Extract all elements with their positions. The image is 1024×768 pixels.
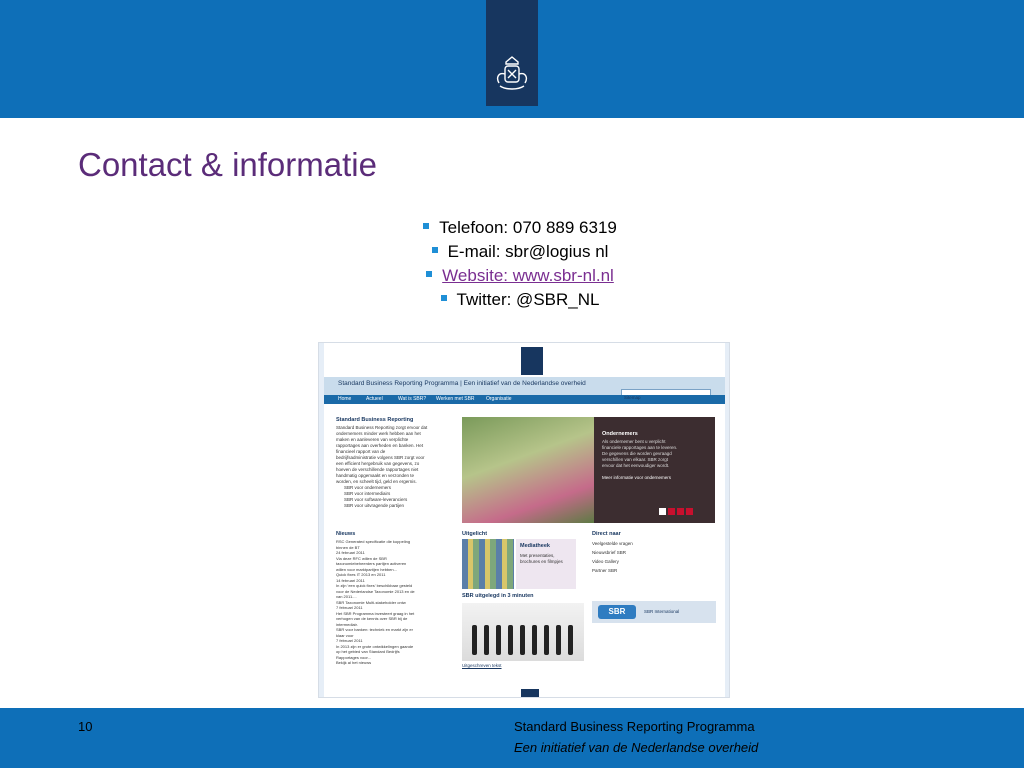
hero-heading: Ondernemers [602,431,638,437]
intro-line: ondernemers minder werk hebben aan het [336,431,421,436]
website-page [324,343,725,698]
news-line: 7 februari 2011 [336,638,363,643]
news-heading: Nieuws [336,531,356,537]
intro-text [336,425,427,485]
video-thumbnail [462,603,584,661]
contact-list [300,216,740,312]
email-text: E-mail: sbr@logius nl [447,242,609,261]
footer-tagline: Een initiatief van de Nederlandse overheid [514,740,759,755]
intro-line: hoeven de verschillende rapportages niet [336,467,419,472]
hero-line: ervoor dat het eenvoudiger wordt. [602,463,670,468]
hero-line: Als ondernemer bent u verplicht [602,439,666,444]
site-footer-logo [521,689,539,698]
news-line: RSC Generated specificatie die koppeling [336,539,411,544]
contact-website [300,264,740,288]
mediatheek-line: brochures en filmpjes [520,559,563,564]
news-line: Quick fixes IT 2013 en 2011 [336,572,386,577]
site-sitemap-link: Sitemap [624,395,641,400]
mediatheek-line: Met presentaties, [520,553,555,558]
person-figure [484,625,489,655]
person-figure [544,625,549,655]
person-figure [520,625,525,655]
hero-text [602,439,677,469]
contact-twitter [300,288,740,312]
news-line: van 2011.... [336,594,357,599]
site-nav-actueel: Actueel [366,396,383,402]
person-figure [496,625,501,655]
intro-line: worden, en scheelt tijd, geld en ergernis. [336,479,417,484]
twitter-text: Twitter: @SBR_NL [456,290,600,309]
hero-link: Meer informatie voor ondernemers [602,475,672,480]
person-figure [556,625,561,655]
intro-line: rapportages aan overheden en banken. Het [336,443,424,448]
intro-link: SBR voor software-leveranciers [344,497,408,502]
intro-line: maken en aanleveren van verplichte [336,437,409,442]
hero-banner [462,417,715,523]
person-figure [508,625,513,655]
contact-email [300,240,740,264]
intro-line: een efficient hergebruik van gegevens, zo [336,461,420,466]
news-line: voor de Nederlandse Taxonomie 2013 en de [336,588,415,594]
direct-link: Nieuwsbrief SBR [592,550,627,555]
uitgelicht-heading: Uitgelicht [462,531,488,537]
news-line: binnen de BT [336,544,360,550]
mediatheek-text [520,553,563,565]
news-line: SBR voor banken: techniek en markt zijn er [336,627,413,632]
intro-line: Standard Business Reporting zorgt ervoor dat [336,425,428,430]
site-nav-wat-is-sbr: Wat is SBR? [398,396,427,402]
hero-photo [462,417,594,523]
direct-link: Partner SBR [592,568,618,573]
mediatheek-box [516,539,576,589]
website-link[interactable]: Website: www.sbr-nl.nl [442,266,614,285]
direct-links [592,539,633,575]
square-bullet-icon [432,247,438,253]
site-nav-werken: Werken met SBR [436,396,475,402]
website-screenshot [318,342,730,698]
intro-link: SBR voor uitvragende partijen [344,503,405,508]
news-list [336,539,415,666]
news-line: 14 februari 2011 [336,577,365,583]
site-banner-text: Standard Business Reporting Programma | Een initiatief van de Nederlandse overheid [338,380,586,387]
intro-links [344,485,407,509]
page-number: 10 [78,719,93,734]
uitgelegd-heading: SBR uitgelegd in 3 minuten [462,593,534,599]
news-line: SBR Taxonomie Multi-stakeholder ontw [336,599,406,605]
news-line: 7 februari 2011 [336,605,363,610]
news-line: Het SBR Programma investeert graag in het [336,610,415,616]
direct-link: Veelgestelde vragen [592,541,633,546]
hero-pager-dot [677,508,684,515]
news-line: verhogen van de kennis over SBR bij de [336,616,408,621]
site-nav [324,395,725,404]
site-logo [521,347,543,375]
intro-link: SBR voor intermediairs [344,491,391,496]
news-line: 24 februari 2011 [336,550,365,555]
mediatheek-heading: Mediatheek [520,543,550,549]
person-figure [532,625,537,655]
slide-title: Contact & informatie [78,146,377,183]
direct-heading: Direct naar [592,531,621,537]
person-figure [472,625,477,655]
hero-line: financiele rapportages aan te leveren. [602,445,678,450]
news-line: In 2013 zijn er grote ontwikkelingen gaande [336,643,414,649]
news-line: klaar voor [336,632,354,638]
news-line: taxonomiebeheerders partijen activeren [336,561,407,566]
footer-bar [0,708,1024,768]
news-line: intermediair. [336,621,358,627]
news-line: willen voor marktpartijen hebben... [336,566,397,572]
square-bullet-icon [423,223,429,229]
news-line: Rapportages voor... [336,654,371,660]
intro-line: financieel rapport van de [336,449,386,454]
uitgelegd-link: Uitgeschreven tekst [462,663,502,668]
mediatheek-image [462,539,514,589]
sbr-international-text: SBR International [644,609,680,614]
intro-heading: Standard Business Reporting [336,417,414,423]
news-line: Bekijk al het nieuws [336,660,372,665]
hero-line: verschillen van elkaar. SBR zorgt [602,457,669,462]
square-bullet-icon [426,271,432,277]
news-line: op het gebied van Standard Bedrijfs [336,649,400,654]
hero-pager-dot [686,508,693,515]
sbr-logo: SBR [598,605,636,619]
news-line: In zijn 'een quick fixes' beschikbaar gesteld [336,583,413,588]
hero-line: De gegevens die worden gevraagd [602,451,672,456]
hero-pager [657,502,693,520]
sbr-international-banner [592,601,716,623]
hero-pager-dot [668,508,675,515]
phone-text: Telefoon: 070 889 6319 [439,218,617,237]
direct-link: Video Gallery [592,559,619,564]
contact-phone [300,216,740,240]
header-bar [0,0,1024,118]
person-figure [568,625,573,655]
square-bullet-icon [441,295,447,301]
site-nav-home: Home [338,396,352,402]
footer-program-name: Standard Business Reporting Programma [514,719,755,734]
hero-pager-dot [659,508,666,515]
intro-line: bedrijfsadministratie volgens SBR zorgt voor [336,455,425,460]
government-logo [486,0,538,106]
crest-icon [490,52,534,96]
news-line: Via deze RFC willen de SBR [336,555,387,561]
intro-link: SBR voor ondernemers [344,485,392,490]
intro-line: handmatig opgemaakt en verzonden te [336,473,415,478]
site-nav-organisatie: Organisatie [486,396,512,402]
